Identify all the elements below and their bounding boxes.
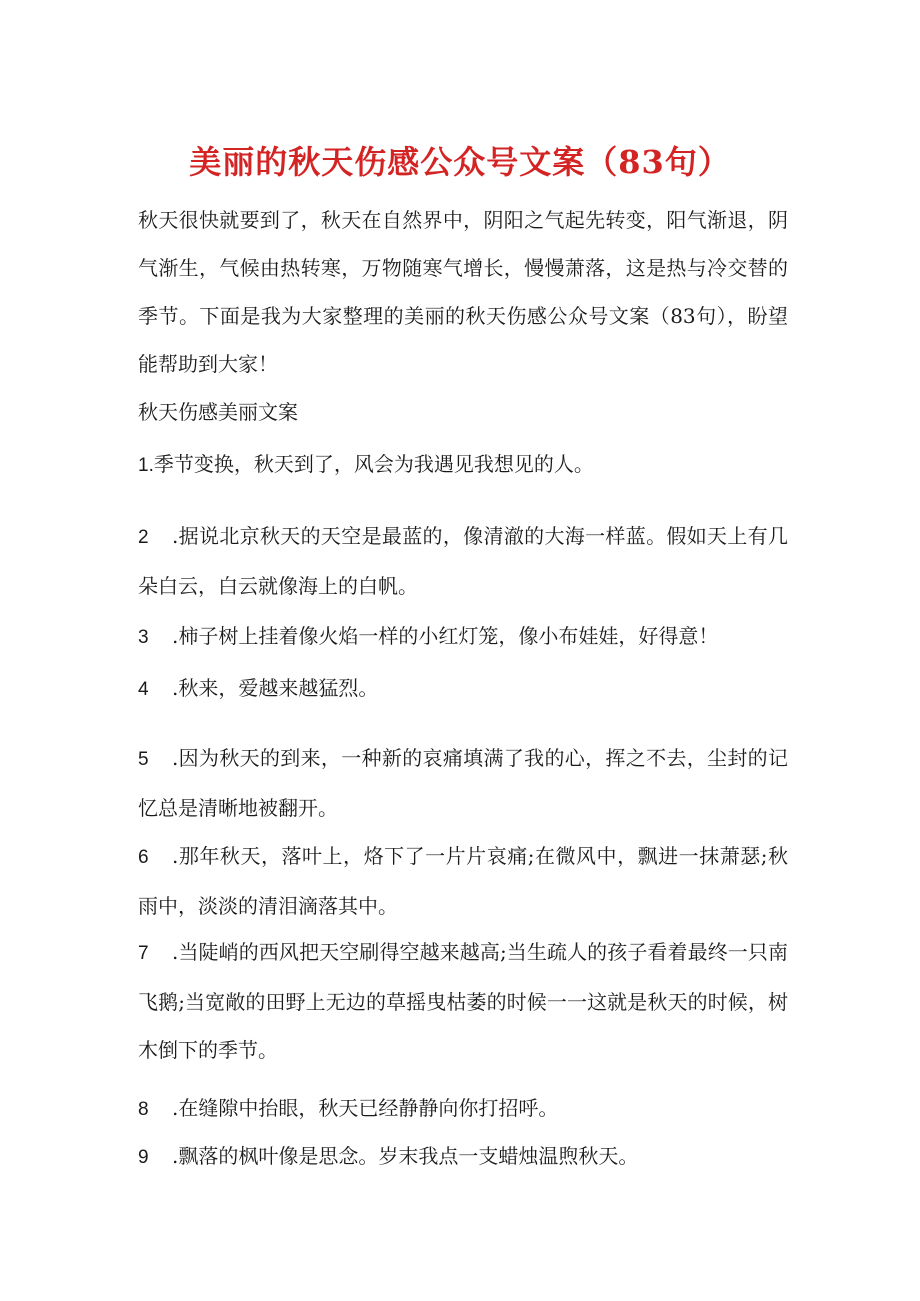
- list-item: [138, 1132, 788, 1182]
- list-item: [138, 440, 788, 490]
- list-item: [138, 1084, 788, 1134]
- item-text: .当陡峭的西风把天空刷得空越来越高;当生疏人的孩子看着最终一只南飞鹅;当宽敞的田野上无边的草摇曳枯萎的时候一一这就是秋天的时候，树木倒下的季节。: [138, 940, 788, 1062]
- item-text: .那年秋天，落叶上，烙下了一片片哀痛;在微风中，飘进一抹萧瑟;秋雨中，淡淡的清泪滴落其中。: [138, 844, 788, 918]
- item-number: 8: [138, 1099, 149, 1120]
- list-item: [138, 512, 788, 610]
- item-text: .飘落的枫叶像是思念。岁末我点一支蜡烛温煦秋天。: [172, 1144, 639, 1168]
- list-item: [138, 612, 788, 662]
- section-heading: 秋天伤感美丽文案: [138, 400, 298, 424]
- item-number: 7: [138, 943, 149, 964]
- intro-paragraph: 秋天很快就要到了，秋天在自然界中，阴阳之气起先转变，阳气渐退，阴气渐生，气候由热转寒，万物随寒气增长，慢慢萧落，这是热与冷交替的季节。下面是我为大家整理的美丽的秋天伤感公众号文案（83句），盼望能帮助到大家！: [138, 208, 788, 376]
- item-text: 季节变换，秋天到了，风会为我遇见我想见的人。: [153, 452, 594, 476]
- item-text: .因为秋天的到来，一种新的哀痛填满了我的心，挥之不去，尘封的记忆总是清晰地被翻开。: [138, 746, 788, 820]
- item-number: 6: [138, 847, 149, 868]
- list-item: [138, 928, 788, 1074]
- document-title: 美丽的秋天伤感公众号文案（83句）: [189, 143, 731, 182]
- item-text: .秋来，爱越来越猛烈。: [172, 676, 379, 700]
- item-text: .柿子树上挂着像火焰一样的小红灯笼，像小布娃娃，好得意！: [172, 624, 719, 648]
- item-text: .据说北京秋天的天空是最蓝的，像清澈的大海一样蓝。假如天上有几朵白云，白云就像海上的白帆。: [138, 524, 788, 598]
- item-number: 5: [138, 749, 149, 770]
- item-number: 9: [138, 1147, 149, 1168]
- item-number: 2: [138, 527, 149, 548]
- list-item: [138, 664, 788, 714]
- list-item: [138, 734, 788, 832]
- item-number: 4: [138, 679, 149, 700]
- list-item: [138, 832, 788, 930]
- item-number: 3: [138, 627, 149, 648]
- item-text: .在缝隙中抬眼，秋天已经静静向你打招呼。: [172, 1096, 559, 1120]
- item-number: 1.: [138, 455, 154, 476]
